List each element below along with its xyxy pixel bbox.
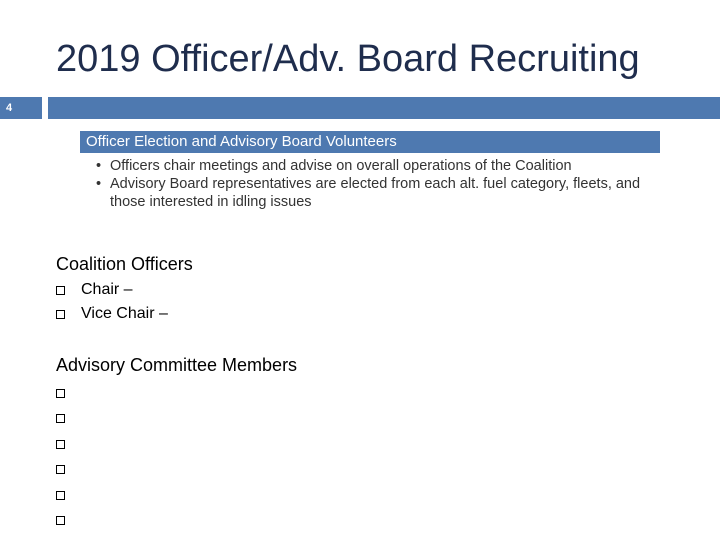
officers-list <box>56 278 168 326</box>
bullet-text: Advisory Board representatives are elected from each alt. fuel category, fleets, and those interested in idling issues <box>110 176 641 210</box>
header-bar-fill <box>48 97 720 119</box>
list-item <box>56 508 81 533</box>
advisory-heading: Advisory Committee Members <box>56 355 298 375</box>
list-item <box>96 157 656 175</box>
checkbox-icon <box>56 516 65 525</box>
slide-header-bar <box>0 97 720 119</box>
list-item <box>56 278 168 302</box>
slide-number: 4 <box>0 97 42 119</box>
list-item <box>56 302 168 326</box>
checkbox-icon <box>56 414 65 423</box>
checkbox-icon <box>56 310 65 319</box>
checkbox-icon <box>56 465 65 474</box>
checkbox-icon <box>56 389 65 398</box>
checkbox-icon <box>56 286 65 295</box>
checkbox-icon <box>56 491 65 500</box>
bullet-text: Officers chair meetings and advise on overall operations of the Coalition <box>110 158 572 174</box>
checkbox-icon <box>56 440 65 449</box>
officer-role-label: Vice Chair – <box>81 305 168 322</box>
list-item <box>56 457 81 482</box>
bullet-dot-icon: • <box>96 176 102 192</box>
volunteers-bullet-list <box>96 157 656 211</box>
list-item <box>56 381 81 406</box>
officer-role-label: Chair – <box>81 281 133 298</box>
bullet-dot-icon: • <box>96 158 102 174</box>
slide-title: 2019 Officer/Adv. Board Recruiting <box>56 38 640 80</box>
list-item <box>96 175 656 211</box>
list-item <box>56 406 81 431</box>
list-item <box>56 432 81 457</box>
officers-heading: Coalition Officers <box>56 254 193 274</box>
list-item <box>56 483 81 508</box>
advisory-members-list <box>56 381 81 533</box>
volunteers-heading: Officer Election and Advisory Board Volunteers <box>80 131 660 153</box>
